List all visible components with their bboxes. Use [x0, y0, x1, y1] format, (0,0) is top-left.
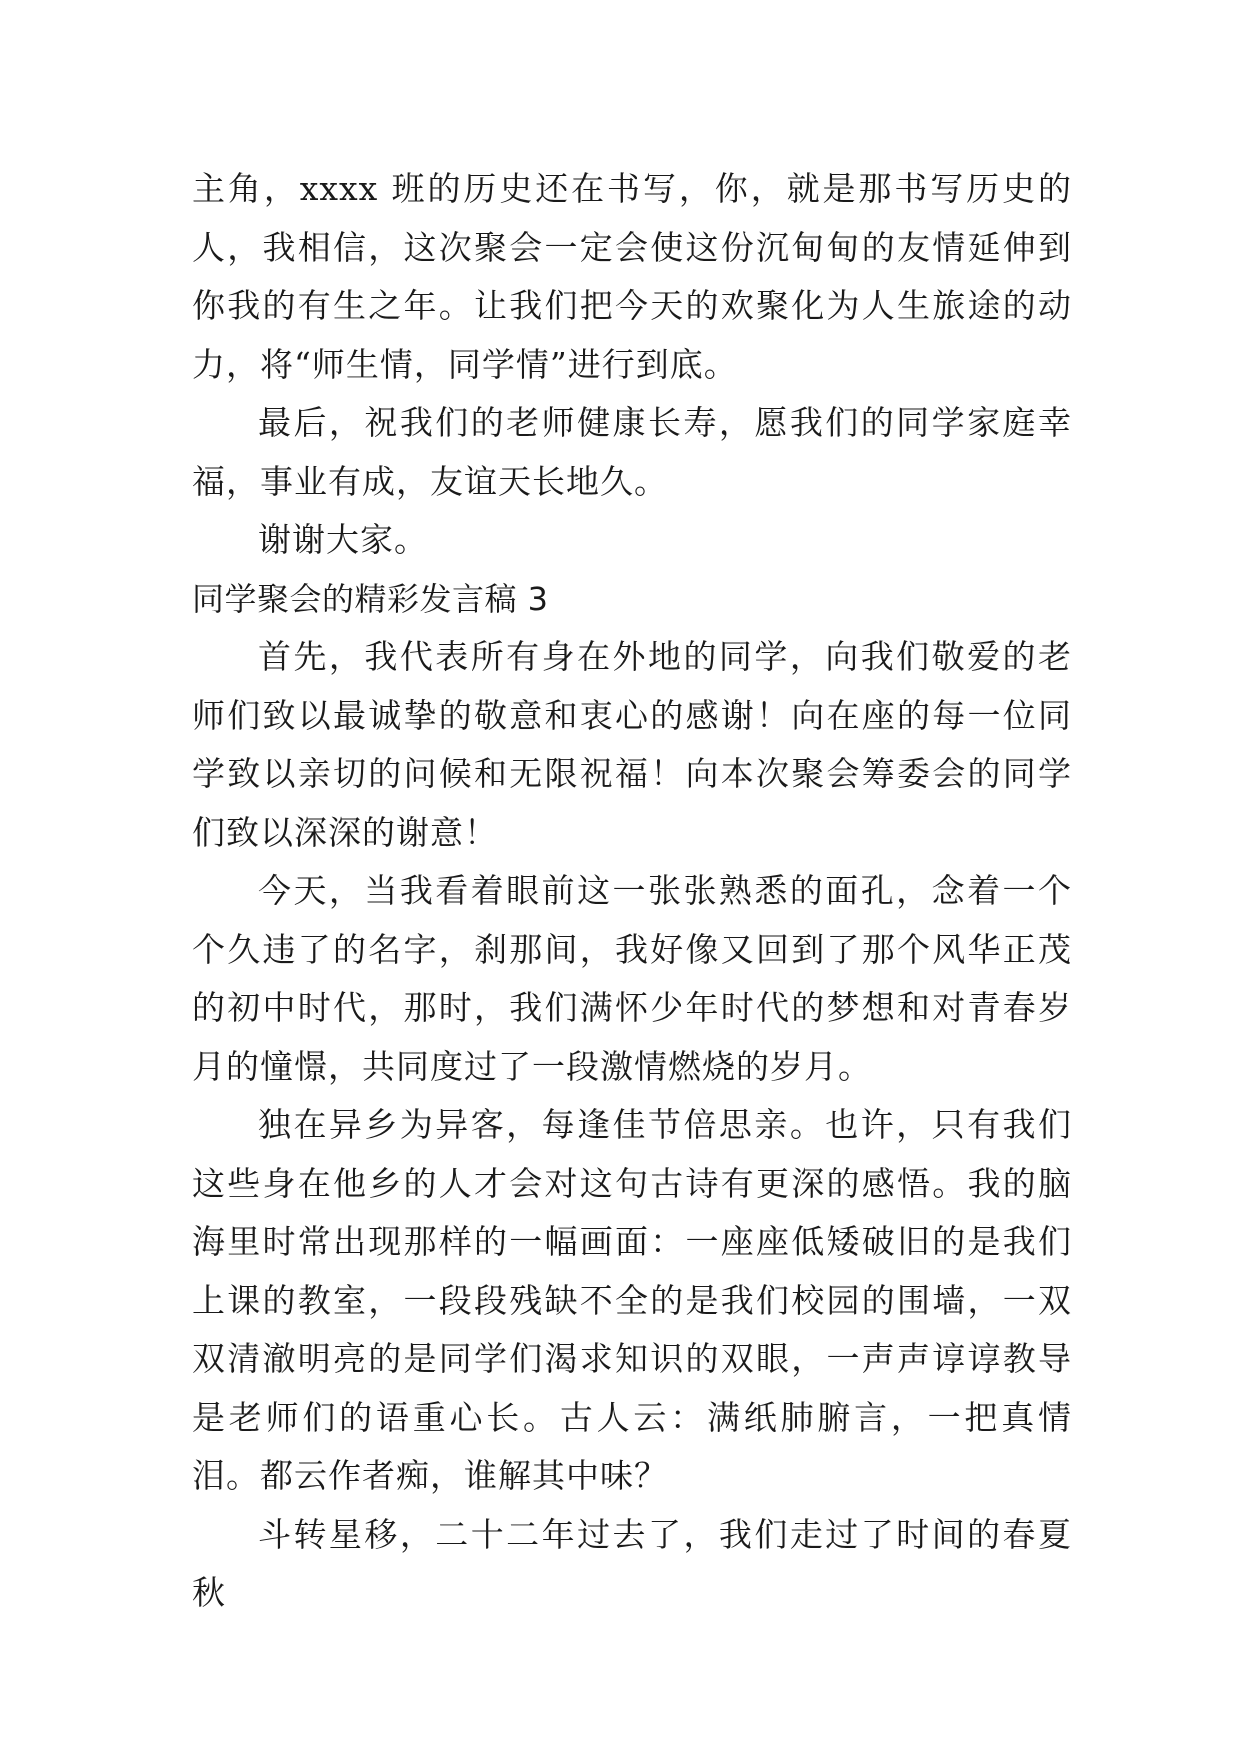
closing-wishes-paragraph: 最后，祝我们的老师健康长寿，愿我们的同学家庭幸福，事业有成，友谊天长地久。	[192, 403, 1072, 501]
memories-paragraph: 今天，当我看着眼前这一张张熟悉的面孔，念着一个个久违了的名字，刹那间，我好像又回到了那个风华正茂的初中时代，那时，我们满怀少年时代的梦想和对青春岁月的憧憬，共同度过了一段激情燃烧的岁月。	[192, 871, 1072, 1086]
homesick-paragraph: 独在异乡为异客，每逢佳节倍思亲。也许，只有我们这些身在他乡的人才会对这句古诗有更深的感悟。我的脑海里时常出现那样的一幅画面：一座座低矮破旧的是我们上课的教室，一段段残缺不全的是我们校园的围墙，一双双清澈明亮的是同学们渴求知识的双眼，一声声谆谆教导是老师们的语重心长。古人云：满纸肺腑言，一把真情泪。都云作者痴，谁解其中味？	[192, 1105, 1072, 1495]
section-title: 同学聚会的精彩发言稿 3	[192, 579, 549, 618]
thanks-paragraph: 谢谢大家。	[258, 520, 428, 559]
document-body	[192, 160, 1072, 1623]
opening-paragraph: 首先，我代表所有身在外地的同学，向我们敬爱的老师们致以最诚挚的敬意和衷心的感谢！向在座的每一位同学致以亲切的问候和无限祝福！向本次聚会筹委会的同学们致以深深的谢意！	[192, 637, 1072, 852]
continued-paragraph: 主角，xxxx 班的历史还在书写，你，就是那书写历史的人，我相信，这次聚会一定会使这份沉甸甸的友情延伸到你我的有生之年。让我们把今天的欢聚化为人生旅途的动力，将“师生情，同学情”进行到底。	[192, 169, 1072, 384]
time-passing-paragraph: 斗转星移，二十二年过去了，我们走过了时间的春夏秋	[192, 1514, 1072, 1612]
